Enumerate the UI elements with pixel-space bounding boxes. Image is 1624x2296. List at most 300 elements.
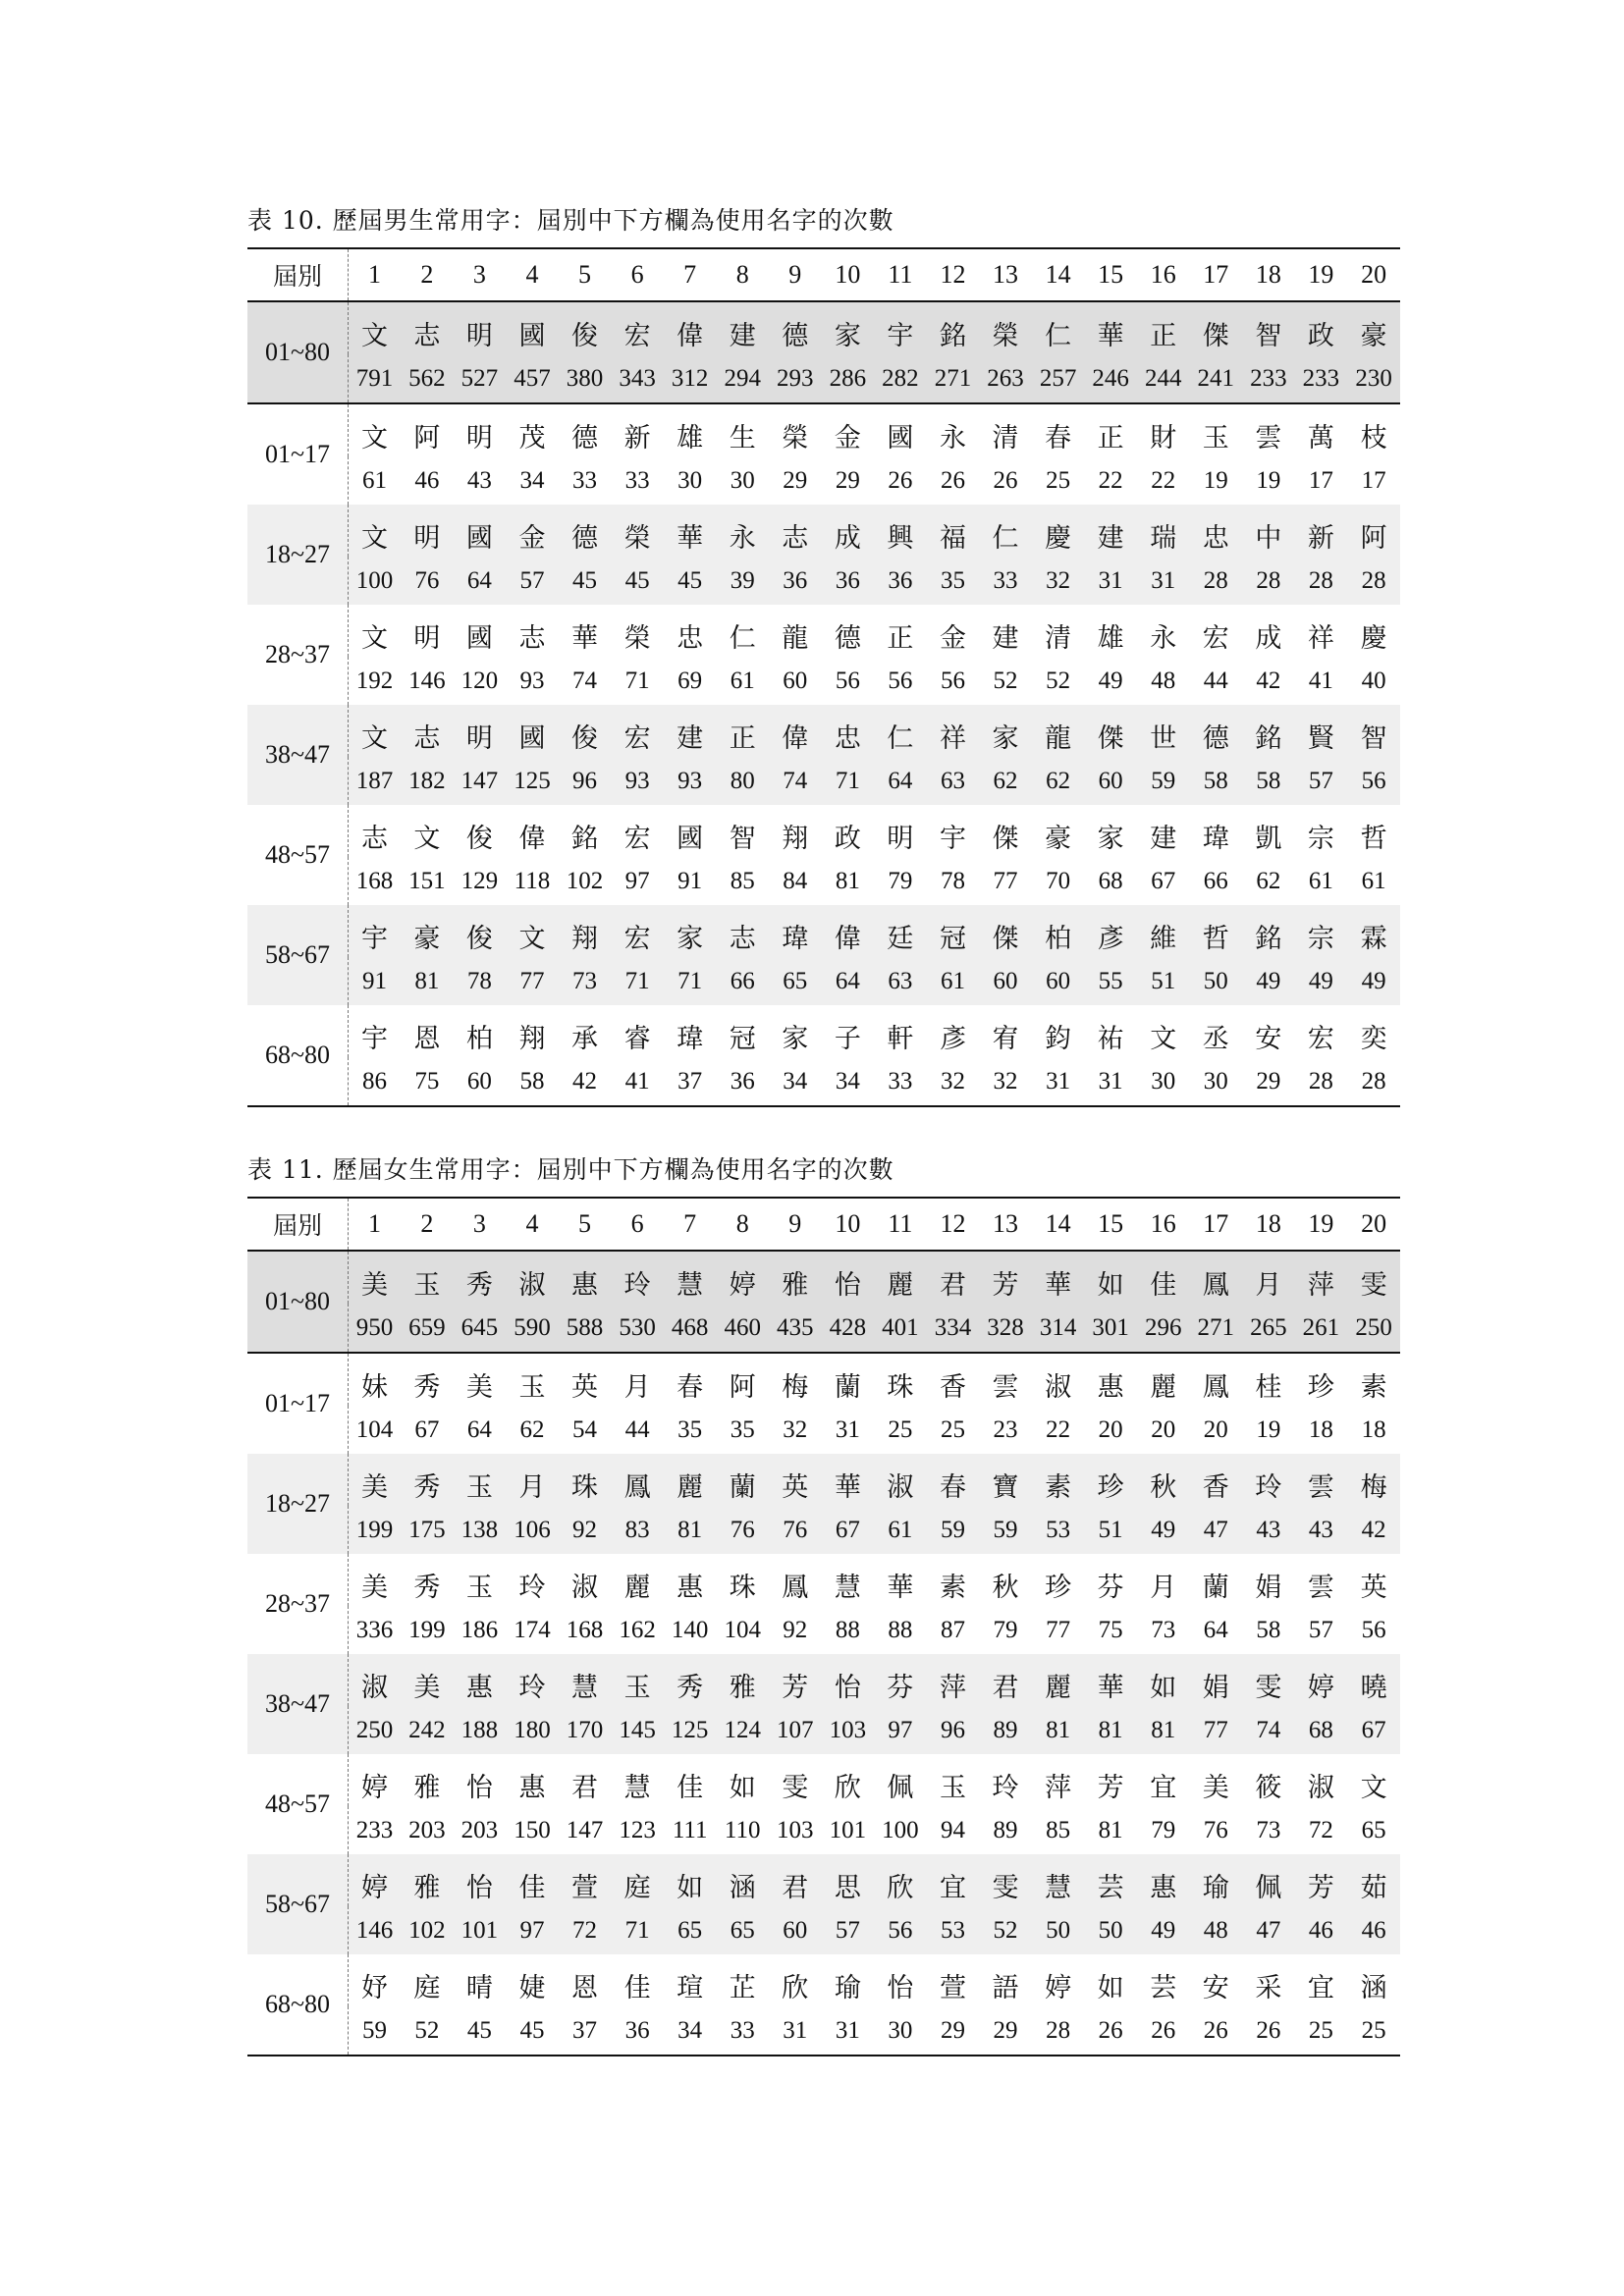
count-cell: 257 — [1039, 364, 1077, 392]
name-char-cell: 玲 — [518, 1673, 546, 1703]
rank-header: 20 — [1347, 1198, 1400, 1251]
name-char-cell: 金 — [518, 523, 546, 554]
count-cell: 62 — [1256, 867, 1281, 894]
name-char-cell: 偉 — [677, 321, 704, 351]
name-char-cell: 建 — [1097, 523, 1124, 554]
char-row — [247, 1854, 1400, 1906]
name-char-cell: 文 — [1360, 1773, 1387, 1803]
count-cell: 180 — [514, 1716, 551, 1743]
name-char-cell: 瑞 — [1150, 523, 1177, 554]
name-char-cell: 宜 — [939, 1873, 966, 1903]
count-cell: 29 — [1256, 1067, 1281, 1095]
name-char-cell: 丞 — [1202, 1024, 1229, 1054]
group-block — [247, 505, 1400, 605]
count-cell: 286 — [829, 364, 867, 392]
name-char-cell: 玉 — [1202, 423, 1229, 454]
name-char-cell: 傑 — [1097, 723, 1124, 754]
rank-header: 6 — [611, 1198, 664, 1251]
group-label: 01~17 — [247, 1353, 349, 1454]
name-char-cell: 睿 — [623, 1024, 651, 1054]
name-char-cell: 德 — [782, 321, 809, 351]
group-block — [247, 705, 1400, 805]
name-char-cell: 偉 — [518, 824, 546, 854]
name-char-cell: 仁 — [887, 723, 914, 754]
count-cell: 174 — [514, 1616, 551, 1643]
name-char-cell: 珠 — [729, 1573, 756, 1603]
count-cell: 92 — [572, 1516, 598, 1543]
name-char-cell: 阿 — [729, 1372, 756, 1403]
count-cell: 124 — [724, 1716, 761, 1743]
name-char-cell: 阿 — [413, 423, 441, 454]
count-cell: 45 — [572, 566, 598, 594]
count-cell: 562 — [408, 364, 446, 392]
count-cell: 188 — [460, 1716, 499, 1743]
name-char-cell: 國 — [465, 623, 493, 654]
count-cell: 271 — [934, 364, 972, 392]
name-char-cell: 語 — [992, 1973, 1019, 2003]
name-char-cell: 惠 — [677, 1573, 704, 1603]
name-char-cell: 承 — [571, 1024, 599, 1054]
name-char-cell: 惠 — [571, 1270, 599, 1301]
name-char-cell: 秋 — [992, 1573, 1019, 1603]
count-cell: 150 — [514, 1816, 551, 1843]
count-cell: 61 — [888, 1516, 913, 1543]
count-cell: 78 — [940, 867, 965, 894]
name-char-cell: 文 — [361, 523, 389, 554]
name-char-cell: 明 — [887, 824, 914, 854]
count-cell: 34 — [783, 1067, 808, 1095]
char-row — [247, 1251, 1400, 1304]
count-cell: 457 — [514, 364, 551, 392]
count-cell: 22 — [1151, 466, 1176, 494]
count-cell: 71 — [624, 967, 650, 994]
name-char-cell: 君 — [571, 1773, 599, 1803]
count-cell: 34 — [519, 466, 545, 494]
count-cell: 81 — [1046, 1716, 1071, 1743]
rank-header: 2 — [401, 248, 454, 301]
char-row — [247, 1654, 1400, 1706]
name-char-cell: 冠 — [729, 1024, 756, 1054]
name-char-cell: 瑜 — [1202, 1873, 1229, 1903]
count-cell: 25 — [940, 1415, 965, 1443]
name-char-cell: 珍 — [1307, 1372, 1334, 1403]
name-char-cell: 鈞 — [1045, 1024, 1072, 1054]
name-char-cell: 翔 — [518, 1024, 546, 1054]
name-char-cell: 素 — [1360, 1372, 1387, 1403]
count-cell: 168 — [355, 867, 394, 894]
count-cell: 76 — [783, 1516, 808, 1543]
count-cell: 68 — [1098, 867, 1123, 894]
name-char-cell: 政 — [834, 824, 861, 854]
count-cell: 93 — [519, 667, 545, 694]
name-char-cell: 忠 — [677, 623, 704, 654]
count-cell: 48 — [1203, 1916, 1228, 1944]
name-char-cell: 銘 — [571, 824, 599, 854]
name-char-cell: 彥 — [939, 1024, 966, 1054]
name-char-cell: 如 — [1150, 1673, 1177, 1703]
name-char-cell: 麗 — [887, 1270, 914, 1301]
name-char-cell: 芸 — [1097, 1873, 1124, 1903]
name-char-cell: 欣 — [834, 1773, 861, 1803]
count-cell: 301 — [1092, 1313, 1129, 1341]
name-char-cell: 佳 — [623, 1973, 651, 2003]
name-char-cell: 惠 — [1097, 1372, 1124, 1403]
rank-header: 15 — [1084, 1198, 1137, 1251]
group-label: 68~80 — [247, 1005, 349, 1106]
count-cell: 123 — [619, 1816, 656, 1843]
name-char-cell: 文 — [361, 723, 389, 754]
count-cell: 70 — [1046, 867, 1071, 894]
header-group-label: 屆別 — [247, 1198, 349, 1251]
name-char-cell: 明 — [465, 321, 493, 351]
rank-header: 15 — [1084, 248, 1137, 301]
name-char-cell: 婷 — [1307, 1673, 1334, 1703]
name-char-cell: 雄 — [677, 423, 704, 454]
rank-header: 16 — [1137, 1198, 1190, 1251]
count-cell: 45 — [519, 2016, 545, 2044]
group-block — [247, 1251, 1400, 1353]
count-cell: 62 — [1046, 767, 1071, 794]
count-cell: 791 — [355, 364, 394, 392]
rank-header: 8 — [716, 248, 769, 301]
name-char-cell: 梅 — [782, 1372, 809, 1403]
rank-header: 5 — [559, 1198, 612, 1251]
rank-header: 3 — [454, 248, 507, 301]
name-char-cell: 麗 — [677, 1472, 704, 1503]
name-char-cell: 永 — [1150, 623, 1177, 654]
name-char-cell: 玉 — [939, 1773, 966, 1803]
name-char-cell: 秀 — [413, 1472, 441, 1503]
name-char-cell: 彥 — [1097, 924, 1124, 954]
name-char-cell: 佳 — [1150, 1270, 1177, 1301]
count-cell: 203 — [408, 1816, 446, 1843]
count-cell: 45 — [624, 566, 650, 594]
rank-header: 3 — [454, 1198, 507, 1251]
count-cell: 138 — [460, 1516, 499, 1543]
name-char-cell: 珍 — [1045, 1573, 1072, 1603]
name-char-cell: 宇 — [939, 824, 966, 854]
count-cell: 36 — [624, 2016, 650, 2044]
count-cell: 42 — [1256, 667, 1281, 694]
count-cell: 64 — [466, 566, 492, 594]
name-char-cell: 福 — [939, 523, 966, 554]
name-char-cell: 正 — [1150, 321, 1177, 351]
char-row — [247, 1954, 1400, 2006]
count-cell: 89 — [993, 1716, 1018, 1743]
name-char-cell: 雲 — [992, 1372, 1019, 1403]
count-row — [247, 557, 1400, 605]
name-char-cell: 華 — [1097, 321, 1124, 351]
name-char-cell: 妹 — [361, 1372, 389, 1403]
count-cell: 103 — [777, 1816, 814, 1843]
count-cell: 66 — [730, 967, 755, 994]
count-cell: 46 — [1361, 1916, 1386, 1944]
name-char-cell: 慶 — [1360, 623, 1387, 654]
count-cell: 65 — [783, 967, 808, 994]
name-char-cell: 家 — [782, 1024, 809, 1054]
count-row — [247, 1906, 1400, 1954]
count-cell: 265 — [1250, 1313, 1287, 1341]
name-char-cell: 美 — [1202, 1773, 1229, 1803]
name-char-cell: 德 — [571, 523, 599, 554]
group-label: 48~57 — [247, 805, 349, 905]
count-cell: 100 — [882, 1816, 919, 1843]
count-cell: 49 — [1151, 1916, 1176, 1944]
count-cell: 31 — [1046, 1067, 1071, 1095]
count-cell: 244 — [1144, 364, 1182, 392]
name-char-cell: 興 — [887, 523, 914, 554]
count-cell: 47 — [1203, 1516, 1228, 1543]
count-cell: 35 — [677, 1415, 703, 1443]
name-char-cell: 淑 — [887, 1472, 914, 1503]
group-label: 18~27 — [247, 1454, 349, 1554]
name-char-cell: 珍 — [1097, 1472, 1124, 1503]
count-cell: 94 — [940, 1816, 965, 1843]
char-row — [247, 403, 1400, 456]
count-cell: 33 — [572, 466, 598, 494]
count-cell: 35 — [940, 566, 965, 594]
name-char-cell: 萍 — [1307, 1270, 1334, 1301]
count-cell: 146 — [408, 667, 446, 694]
name-char-cell: 秀 — [413, 1372, 441, 1403]
name-char-cell: 娟 — [1255, 1573, 1282, 1603]
name-char-cell: 龍 — [1045, 723, 1072, 754]
rank-header: 14 — [1032, 1198, 1085, 1251]
name-char-cell: 宏 — [1307, 1024, 1334, 1054]
count-cell: 468 — [671, 1313, 709, 1341]
count-cell: 77 — [993, 867, 1018, 894]
name-char-cell: 蘭 — [1202, 1573, 1229, 1603]
count-cell: 73 — [1256, 1816, 1281, 1843]
name-char-cell: 正 — [1097, 423, 1124, 454]
name-char-cell: 玲 — [623, 1270, 651, 1301]
name-char-cell: 建 — [677, 723, 704, 754]
count-cell: 52 — [993, 1916, 1018, 1944]
male-names-table — [247, 247, 1400, 1107]
count-cell: 67 — [835, 1516, 860, 1543]
name-char-cell: 華 — [834, 1472, 861, 1503]
count-cell: 48 — [1151, 667, 1176, 694]
name-char-cell: 如 — [1097, 1270, 1124, 1301]
count-cell: 35 — [730, 1415, 755, 1443]
name-char-cell: 慧 — [834, 1573, 861, 1603]
name-char-cell: 華 — [887, 1573, 914, 1603]
name-char-cell: 國 — [677, 824, 704, 854]
name-char-cell: 哲 — [1202, 924, 1229, 954]
name-char-cell: 明 — [465, 423, 493, 454]
name-char-cell: 如 — [677, 1873, 704, 1903]
name-char-cell: 國 — [465, 523, 493, 554]
count-cell: 199 — [408, 1616, 446, 1643]
char-row — [247, 705, 1400, 757]
char-row — [247, 505, 1400, 557]
name-char-cell: 生 — [729, 423, 756, 454]
group-block — [247, 805, 1400, 905]
char-row — [247, 1005, 1400, 1057]
name-char-cell: 華 — [571, 623, 599, 654]
count-cell: 29 — [835, 466, 860, 494]
count-cell: 89 — [993, 1816, 1018, 1843]
name-char-cell: 德 — [834, 623, 861, 654]
name-char-cell: 賢 — [1307, 723, 1334, 754]
rank-header: 10 — [822, 1198, 875, 1251]
count-cell: 81 — [414, 967, 440, 994]
name-char-cell: 智 — [1255, 321, 1282, 351]
count-cell: 460 — [724, 1313, 761, 1341]
count-cell: 67 — [1361, 1716, 1386, 1743]
count-cell: 29 — [783, 466, 808, 494]
name-char-cell: 玉 — [518, 1372, 546, 1403]
count-cell: 64 — [1203, 1616, 1228, 1643]
count-cell: 61 — [940, 967, 965, 994]
name-char-cell: 銘 — [1255, 924, 1282, 954]
count-row — [247, 456, 1400, 505]
name-char-cell: 華 — [1097, 1673, 1124, 1703]
name-char-cell: 新 — [623, 423, 651, 454]
count-cell: 65 — [1361, 1816, 1386, 1843]
count-cell: 59 — [993, 1516, 1018, 1543]
name-char-cell: 中 — [1255, 523, 1282, 554]
name-char-cell: 偉 — [834, 924, 861, 954]
count-cell: 84 — [783, 867, 808, 894]
count-cell: 26 — [888, 466, 913, 494]
name-char-cell: 佳 — [518, 1873, 546, 1903]
count-cell: 52 — [1046, 667, 1071, 694]
count-cell: 28 — [1203, 566, 1228, 594]
rank-header: 6 — [611, 248, 664, 301]
rank-header: 4 — [506, 248, 559, 301]
count-cell: 31 — [835, 2016, 860, 2044]
count-cell: 233 — [355, 1816, 394, 1843]
name-char-cell: 惠 — [1150, 1873, 1177, 1903]
count-cell: 33 — [993, 566, 1018, 594]
count-cell: 106 — [514, 1516, 551, 1543]
count-cell: 72 — [1308, 1816, 1333, 1843]
name-char-cell: 宏 — [623, 824, 651, 854]
count-cell: 186 — [460, 1616, 499, 1643]
name-char-cell: 阿 — [1360, 523, 1387, 554]
name-char-cell: 霖 — [1360, 924, 1387, 954]
name-char-cell: 珠 — [887, 1372, 914, 1403]
rank-header: 2 — [401, 1198, 454, 1251]
name-char-cell: 新 — [1307, 523, 1334, 554]
group-block — [247, 1654, 1400, 1754]
count-cell: 31 — [835, 1415, 860, 1443]
count-cell: 79 — [1151, 1816, 1176, 1843]
count-cell: 22 — [1098, 466, 1123, 494]
count-cell: 26 — [993, 466, 1018, 494]
name-char-cell: 宥 — [992, 1024, 1019, 1054]
rank-header: 10 — [822, 248, 875, 301]
count-cell: 56 — [888, 667, 913, 694]
name-char-cell: 萱 — [939, 1973, 966, 2003]
group-label: 01~17 — [247, 403, 349, 505]
count-cell: 263 — [987, 364, 1024, 392]
group-block — [247, 1854, 1400, 1954]
count-cell: 25 — [1046, 466, 1071, 494]
count-cell: 77 — [519, 967, 545, 994]
count-cell: 56 — [1361, 767, 1386, 794]
name-char-cell: 仁 — [992, 523, 1019, 554]
count-cell: 93 — [624, 767, 650, 794]
count-cell: 75 — [414, 1067, 440, 1095]
female-names-table — [247, 1197, 1400, 2056]
name-char-cell: 宗 — [1307, 824, 1334, 854]
count-cell: 435 — [777, 1313, 814, 1341]
name-char-cell: 君 — [992, 1673, 1019, 1703]
name-char-cell: 維 — [1150, 924, 1177, 954]
count-cell: 170 — [566, 1716, 604, 1743]
count-cell: 31 — [1098, 566, 1123, 594]
count-cell: 88 — [888, 1616, 913, 1643]
name-char-cell: 雲 — [1307, 1573, 1334, 1603]
name-char-cell: 月 — [1150, 1573, 1177, 1603]
name-char-cell: 玉 — [413, 1270, 441, 1301]
count-cell: 111 — [672, 1816, 708, 1843]
name-char-cell: 雯 — [1255, 1673, 1282, 1703]
name-char-cell: 志 — [518, 623, 546, 654]
count-cell: 47 — [1256, 1916, 1281, 1944]
name-char-cell: 婷 — [361, 1773, 389, 1803]
count-cell: 271 — [1197, 1313, 1235, 1341]
count-cell: 25 — [888, 1415, 913, 1443]
name-char-cell: 怡 — [887, 1973, 914, 2003]
count-row — [247, 957, 1400, 1005]
name-char-cell: 安 — [1255, 1024, 1282, 1054]
name-char-cell: 建 — [729, 321, 756, 351]
name-char-cell: 芳 — [1307, 1873, 1334, 1903]
count-cell: 72 — [572, 1916, 598, 1944]
count-cell: 401 — [882, 1313, 919, 1341]
count-cell: 76 — [730, 1516, 755, 1543]
group-label: 28~37 — [247, 605, 349, 705]
count-cell: 296 — [1144, 1313, 1182, 1341]
name-char-cell: 傑 — [992, 924, 1019, 954]
count-cell: 73 — [572, 967, 598, 994]
name-char-cell: 成 — [834, 523, 861, 554]
name-char-cell: 月 — [1255, 1270, 1282, 1301]
count-cell: 77 — [1046, 1616, 1071, 1643]
count-cell: 125 — [514, 767, 551, 794]
count-cell: 32 — [940, 1067, 965, 1095]
count-cell: 312 — [671, 364, 709, 392]
count-cell: 55 — [1098, 967, 1123, 994]
name-char-cell: 雲 — [1255, 423, 1282, 454]
count-cell: 36 — [835, 566, 860, 594]
name-char-cell: 芳 — [992, 1270, 1019, 1301]
count-cell: 28 — [1308, 1067, 1333, 1095]
count-cell: 659 — [408, 1313, 446, 1341]
header-row — [247, 248, 1400, 301]
count-cell: 32 — [993, 1067, 1018, 1095]
count-cell: 53 — [1046, 1516, 1071, 1543]
group-block — [247, 905, 1400, 1005]
group-label: 18~27 — [247, 505, 349, 605]
name-char-cell: 玲 — [992, 1773, 1019, 1803]
name-char-cell: 秀 — [413, 1573, 441, 1603]
count-cell: 58 — [1203, 767, 1228, 794]
count-cell: 41 — [1308, 667, 1333, 694]
name-char-cell: 萬 — [1307, 423, 1334, 454]
name-char-cell: 德 — [571, 423, 599, 454]
count-cell: 61 — [362, 466, 388, 494]
rank-header: 4 — [506, 1198, 559, 1251]
rank-header: 11 — [874, 248, 927, 301]
count-cell: 86 — [362, 1067, 388, 1095]
count-cell: 56 — [835, 667, 860, 694]
name-char-cell: 建 — [1150, 824, 1177, 854]
rank-header: 19 — [1295, 1198, 1348, 1251]
